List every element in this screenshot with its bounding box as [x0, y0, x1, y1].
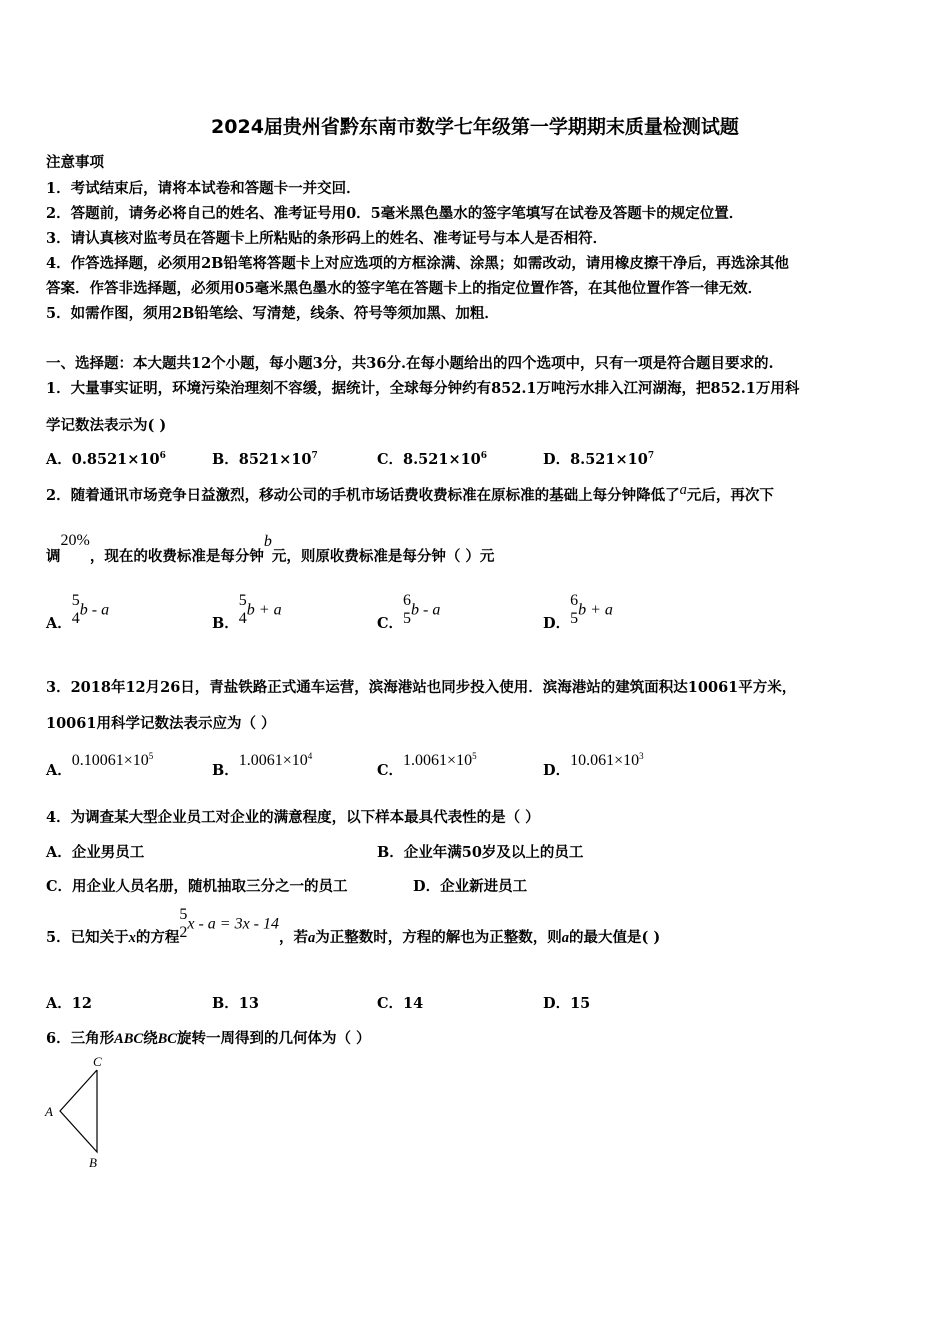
option-c: C．$8.521\times 10^6$: [377, 451, 488, 468]
option-b: B． 5 4 b + a: [212, 592, 282, 633]
percent-value: 20%: [60, 532, 90, 549]
notice-item: 2．答题前，请务必将自己的姓名、准考证号用0．5毫米黑色墨水的签字笔填写在试卷及答题卡的规定位置．: [46, 205, 744, 222]
option-a: A．$0.10061\times 10^5$: [46, 751, 154, 779]
label-b: B: [89, 1155, 97, 1170]
notice-item: 答案．作答非选择题，必须用05毫米黑色墨水的签字笔在答题卡上的指定位置作答，在其他位置作答一律无效．: [46, 280, 763, 297]
option-c: C．14: [377, 995, 424, 1012]
notice-item: 1．考试结束后，请将本试卷和答题卡一并交回．: [46, 180, 361, 197]
option-d: D．$10.061\times 10^3$: [543, 751, 644, 779]
option-b: B．企业年满50岁及以上的员工: [377, 844, 584, 861]
section-heading: 一、选择题：本大题共12个小题，每小题3分，共36分.在每小题给出的四个选项中，只有一项是符合题目要求的.: [46, 355, 774, 372]
notice-heading: 注意事项: [46, 154, 104, 171]
option-a: A． 5 4 b - a: [46, 592, 110, 633]
question-2-line: 调20%，现在的收费标准是每分钟b元，则原收费标准是每分钟（ ）元: [46, 532, 495, 565]
notice-item: 4．作答选择题，必须用2B铅笔将答题卡上对应选项的方框涂满、涂黑；如需改动，请用橡皮擦干净后，再选涂其他: [46, 255, 789, 272]
question-5-stem: 5．已知关于x的方程 5 2 x - a = 3x - 14，若a为正整数时，方程的解也为正整数，则a的最大值是( ): [46, 906, 661, 947]
option-b: B．13: [212, 995, 259, 1012]
option-d: D． 6 5 b + a: [543, 592, 613, 633]
option-a: A．12: [46, 995, 92, 1012]
question-1-line: 1．大量事实证明，环境污染治理刻不容缓，据统计，全球每分钟约有852.1万吨污水排入江河湖海，把852.1万用科: [46, 380, 800, 397]
question-4-stem: 4．为调查某大型企业员工对企业的满意程度，以下样本最具代表性的是（ ）: [46, 809, 540, 826]
notice-item: 5．如需作图，须用2B铅笔绘、写清楚，线条、符号等须加黑、加粗．: [46, 305, 499, 322]
option-d: D．$8.521\times 10^7$: [543, 451, 655, 468]
question-6-stem: 6．三角形ABC绕BC旋转一周得到的几何体为（ ）: [46, 1030, 371, 1047]
triangle-figure: [40, 1052, 120, 1172]
question-3-line: 10061用科学记数法表示应为（ ）: [46, 715, 276, 732]
option-d: D．企业新进员工: [413, 878, 528, 895]
option-b: B．$8521\times 10^7$: [212, 451, 318, 468]
option-a: A．企业男员工: [46, 844, 145, 861]
notice-item: 3．请认真核对监考员在答题卡上所粘贴的条形码上的姓名、准考证号与本人是否相符．: [46, 230, 608, 247]
option-c: C． 6 5 b - a: [377, 592, 441, 633]
variable-a: a: [679, 482, 687, 498]
option-b: B．$1.0061\times 10^4$: [212, 751, 313, 779]
option-a: A．$0.8521\times 10^6$: [46, 451, 166, 468]
option-c: C．用企业人员名册，随机抽取三分之一的员工: [46, 878, 348, 895]
question-3-line: 3．2018年12月26日，青盐铁路正式通车运营，滨海港站也同步投入使用．滨海港站的建筑面积达10061平方米，: [46, 679, 797, 696]
option-c: C．$1.0061\times 10^5$: [377, 751, 477, 779]
triangle-edges: [60, 1070, 97, 1152]
question-1-line: 学记数法表示为( ): [46, 417, 167, 434]
page-title: 2024届贵州省黔东南市数学七年级第一学期期末质量检测试题: [211, 116, 739, 138]
label-c: C: [93, 1054, 102, 1069]
option-d: D．15: [543, 995, 591, 1012]
question-2-line: 2．随着通讯市场竞争日益激烈，移动公司的手机市场话费收费标准在原标准的基础上每分钟降低了a元后，再次下: [46, 482, 774, 504]
variable-b: b: [263, 533, 272, 550]
label-a: A: [45, 1104, 53, 1119]
